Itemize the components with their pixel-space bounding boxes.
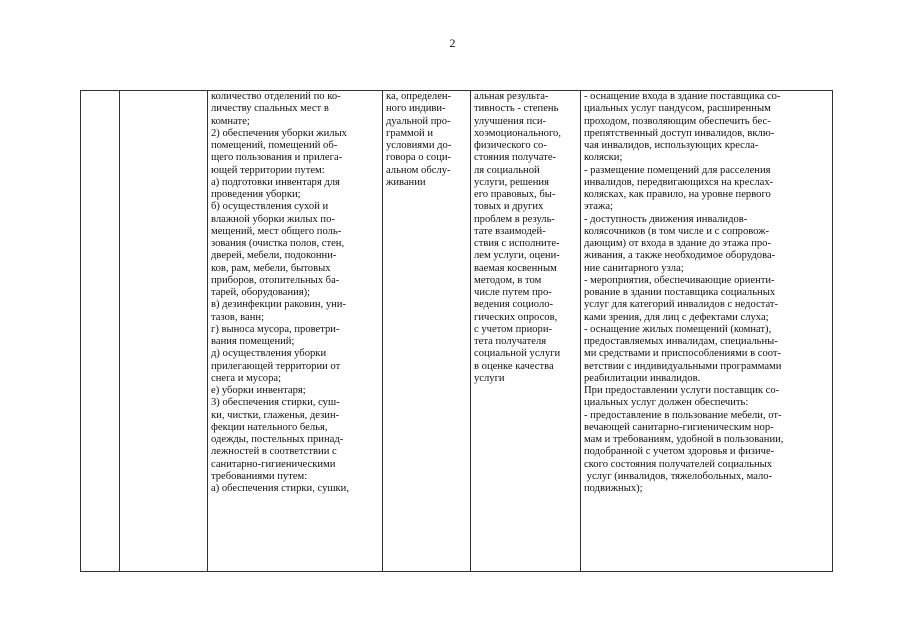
services-table [80, 90, 833, 572]
table-cell-description [208, 91, 383, 572]
table-row [81, 91, 833, 572]
cell-text: альная результа- тивность - степень улучшения пси- хоэмоционального, физического со- стояния получате- ля социальной услуги, решения его правовых, бы- товых и других проблем в резуль- тате взаимодей- ствия с исполните- лем услуги, оцени- ваемая косвенным методом, в том числе путем про- ведения социоло- гических опросов, с учетом приори- тета получателя социальной услуги в оценке качества услуги [474, 91, 561, 384]
cell-text: - оснащение входа в здание поставщика со- циальных услуг пандусом, расширенным проходом, позволяющим обеспечить бес- препятственный доступ инвалидов, вклю- чая инвалидов, использующих кресла- коляски; - размещение помещений для расселения инвалидов, передвигающихся на креслах- колясках, как правило, на уровне первого этажа; - доступность движения инвалидов- колясочников (в том числе и с сопровож- дающим) от входа в здание до этажа про- живания, а также необходимое оборудова- ние санитарного узла; - мероприятия, обеспечивающие ориенти- рование в здании поставщика социальных услуг для категорий инвалидов с недостат- ками зрения, для лиц с дефектами слуха; - оснащение жилых помещений (комнат), предоставляемых инвалидам, специальны- ми средствами и приспособлениями в соот- ветствии с индивидуальными программами реабилитации инвалидов. При предоставлении услуги поставщик со- циальных услуг должен обеспечить: - предоставление в пользование мебели, от- вечающей санитарно-гигиеническим нор- мам и требованиям, удобной в пользовании, подобранной с учетом здоровья и физиче- ского состояния получателей социальных услуг (инвалидов, тяжелобольных, мало- подвижных); [584, 91, 784, 494]
cell-text: количество отделений по ко- личеству спальных мест в комнате; 2) обеспечения уборки жилых помещений, помещений об- щего пользования и прилега- ющей территории путем: а) подготовки инвентаря для проведения уборки; б) осуществления сухой и влажной уборки жилых по- мещений, мест общего поль- зования (очистка полов, стен, дверей, мебели, подоконни- ков, рам, мебели, бытовых приборов, отопительных ба- тарей, оборудования); в) дезинфекции раковин, уни- тазов, ванн; г) выноса мусора, проветри- вания помещений; д) осуществления уборки прилегающей территории от снега и мусора; е) уборки инвентаря; 3) обеспечения стирки, суш- ки, чистки, глаженья, дезин- фекции нательного белья, одежды, постельных принад- лежностей в соответствии с санитарно-гигиеническими требованиями путем: а) обеспечения стирки, сушки, [211, 91, 349, 494]
table-cell-service-name [120, 91, 208, 572]
page-number: 2 [449, 36, 456, 50]
table-cell-terms [383, 91, 471, 572]
cell-text: ка, определен- ного индиви- дуальной про- граммой и условиями до- говора о соци- альном обслу- живании [386, 91, 452, 188]
table-cell-effectiveness [471, 91, 581, 572]
table-cell-number [81, 91, 120, 572]
table-cell-conditions [581, 91, 833, 572]
